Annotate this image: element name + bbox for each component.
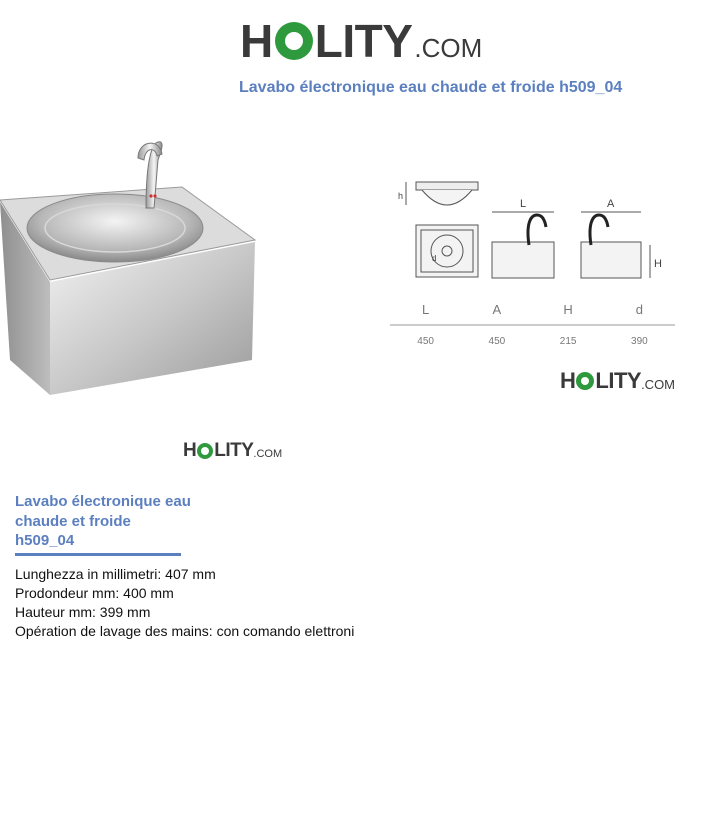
label-H: H: [654, 258, 662, 270]
watermark-logo: [560, 368, 675, 394]
logo-letter-h: H: [240, 15, 273, 67]
spec-height: Hauteur mm: 399 mm: [15, 604, 151, 620]
label-A: A: [607, 198, 615, 210]
label-L: L: [520, 198, 527, 210]
watermark-logo: [183, 440, 282, 462]
logo-letters: LITY: [314, 15, 413, 67]
dimensions-table: [390, 302, 675, 347]
dim-header: H: [563, 302, 573, 317]
logo-suffix: .COM: [414, 32, 483, 63]
dim-value: 450: [488, 336, 506, 347]
title-underline: [15, 553, 181, 556]
spec-operation: Opération de lavage des mains: con comando elettroni: [15, 623, 355, 639]
brand-logo[interactable]: [240, 14, 482, 68]
product-code: h509_04: [15, 532, 75, 549]
dim-header: L: [422, 302, 430, 317]
dim-value: 450: [417, 336, 434, 347]
logo-o-icon: [576, 372, 594, 390]
dim-value: 390: [631, 336, 648, 347]
dim-value: 215: [559, 336, 577, 347]
product-photo: [0, 130, 270, 420]
dim-header: d: [635, 302, 643, 317]
logo-suffix: .COM: [641, 376, 676, 392]
product-title-line: chaude et froide: [15, 512, 131, 530]
logo-letters: LITY: [214, 440, 254, 461]
logo-suffix: .COM: [253, 447, 283, 460]
logo-letter-h: H: [183, 440, 197, 461]
logo-o-icon: [197, 443, 213, 459]
page-title: Lavabo électronique eau chaude et froide h509_04: [239, 79, 623, 96]
dim-header: A: [492, 302, 502, 317]
product-title-line: Lavabo électronique eau: [15, 493, 191, 510]
product-specs: [15, 565, 354, 641]
logo-letter-h: H: [560, 368, 576, 393]
logo-o-icon: [275, 22, 313, 60]
dim-divider: [390, 324, 675, 326]
label-h: h: [398, 191, 404, 201]
spec-depth: Prodondeur mm: 400 mm: [15, 585, 174, 601]
spec-length: Lunghezza in millimetri: 407 mm: [15, 566, 216, 582]
logo-letters: LITY: [595, 368, 642, 393]
product-title: [15, 492, 235, 551]
label-d: d: [432, 254, 437, 263]
